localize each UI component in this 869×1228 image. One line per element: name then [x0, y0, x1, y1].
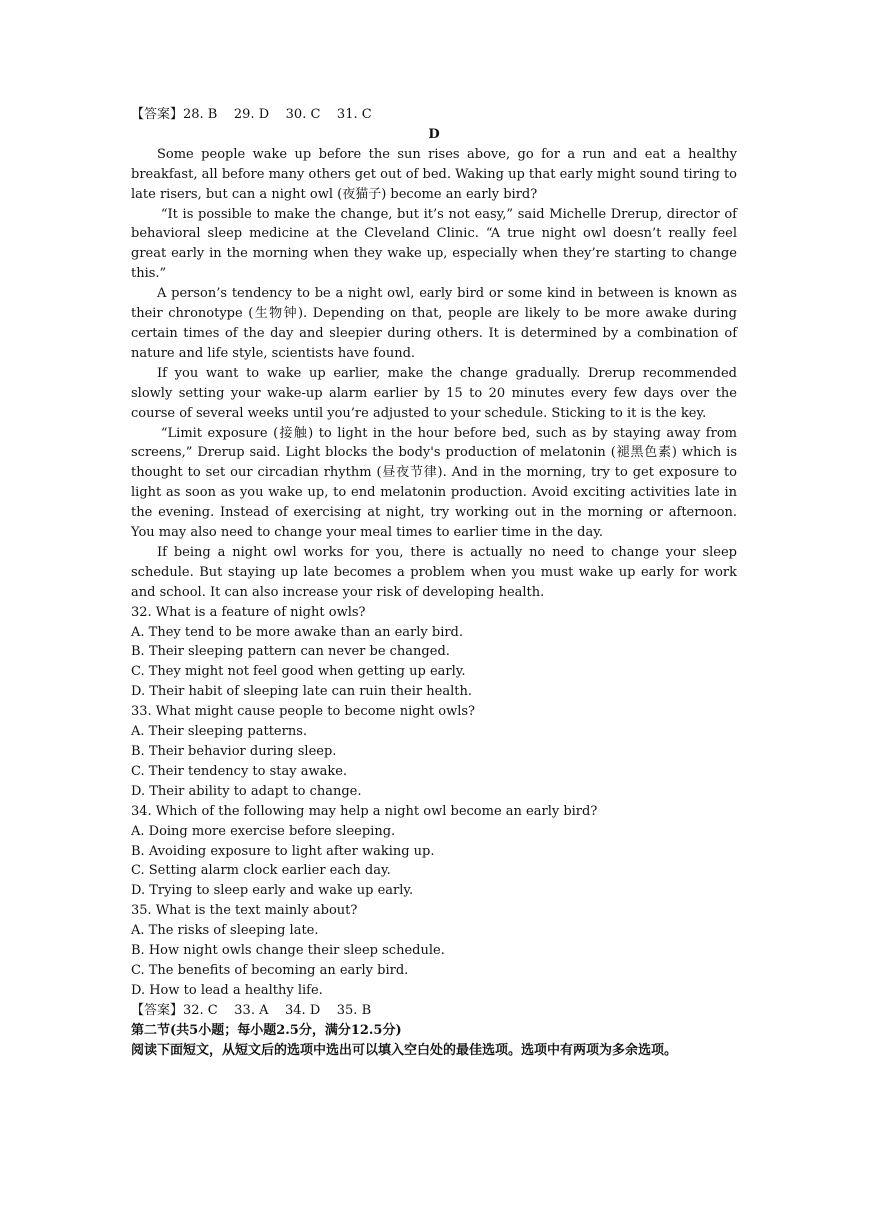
option-c: C. The benefits of becoming an early bird. — [131, 962, 409, 978]
option-c: C. They might not feel good when getting up early. — [131, 664, 466, 680]
option-b: B. How night owls change their sleep schedule. — [131, 943, 445, 959]
paragraph: “It is possible to make the change, but it’s not easy,” said Michelle Drerup, director of behavioral sleep medicine at the Cleveland Clinic. “A true night owl doesn’t really feel great early in the morning when they wake up, especially when they’re starting to change this.” — [131, 206, 737, 282]
section-heading: 第二节(共5小题；每小题2.5分，满分12.5分) — [131, 1022, 402, 1038]
option-d: D. Trying to sleep early and wake up early. — [131, 883, 414, 899]
question-34 — [131, 802, 737, 902]
answer-key-32-35: 【答案】32. C 33. A 34. D 35. B — [131, 1002, 372, 1018]
question-32 — [131, 603, 737, 703]
paragraph: If being a night owl works for you, there is actually no need to change your sleep schedule. But staying up late becomes a problem when you must wake up early for work and school. It can also increase your risk of developing health. — [131, 544, 737, 600]
paragraph: “Limit exposure (接触) to light in the hour before bed, such as by staying away from screens,” Drerup said. Light blocks the body's production of melatonin (褪黑色素) which is thought to set our circadian rhythm (昼夜节律). And in the morning, try to get exposure to light as soon as you wake up, to end melatonin production. Avoid exciting activities late in the evening. Instead of exercising at night, try working out in the morning or afternoon. You may also need to change your meal times to earlier time in the day. — [131, 425, 737, 541]
option-a: A. They tend to be more awake than an early bird. — [131, 624, 464, 640]
passage-title: D — [428, 126, 440, 142]
option-c: C. Their tendency to stay awake. — [131, 763, 348, 779]
paragraph: Some people wake up before the sun rises above, go for a run and eat a healthy breakfast, all before many others get out of bed. Waking up that early might sound tiring to late risers, but can a night owl (夜猫子) become an early bird? — [131, 146, 737, 202]
answer-key-28-31: 【答案】28. B 29. D 30. C 31. C — [131, 107, 372, 122]
option-b: B. Avoiding exposure to light after waking up. — [131, 843, 435, 859]
option-c: C. Setting alarm clock earlier each day. — [131, 863, 391, 879]
option-d: D. Their habit of sleeping late can ruin their health. — [131, 684, 472, 700]
option-b: B. Their behavior during sleep. — [131, 744, 337, 759]
question-stem: 34. Which of the following may help a night owl become an early bird? — [131, 803, 598, 819]
question-stem: 32. What is a feature of night owls? — [131, 604, 366, 620]
passage-body — [131, 145, 737, 603]
paragraph: A person’s tendency to be a night owl, early bird or some kind in between is known as their chronotype (生物钟). Depending on that, people are likely to be more awake during certain times of the day and sleepier during others. It is determined by a combination of nature and life style, scientists have found. — [131, 286, 737, 361]
section-instruction: 阅读下面短文，从短文后的选项中选出可以填入空白处的最佳选项。选项中有两项为多余选项。 — [131, 1042, 678, 1058]
option-a: A. Their sleeping patterns. — [131, 724, 308, 740]
question-stem: 33. What might cause people to become night owls? — [131, 704, 476, 720]
paragraph: If you want to wake up earlier, make the change gradually. Drerup recommended slowly setting your wake-up alarm earlier by 15 to 20 minutes every few days over the course of several weeks until you’re adjusted to your schedule. Sticking to it is the key. — [131, 365, 737, 421]
question-33 — [131, 702, 737, 802]
option-d: D. How to lead a healthy life. — [131, 982, 323, 998]
question-stem: 35. What is the text mainly about? — [131, 903, 358, 919]
option-d: D. Their ability to adapt to change. — [131, 783, 362, 799]
option-a: A. The risks of sleeping late. — [131, 923, 319, 939]
document-page — [131, 105, 737, 1061]
option-a: A. Doing more exercise before sleeping. — [131, 823, 396, 839]
question-35 — [131, 901, 737, 1001]
option-b: B. Their sleeping pattern can never be changed. — [131, 644, 450, 660]
